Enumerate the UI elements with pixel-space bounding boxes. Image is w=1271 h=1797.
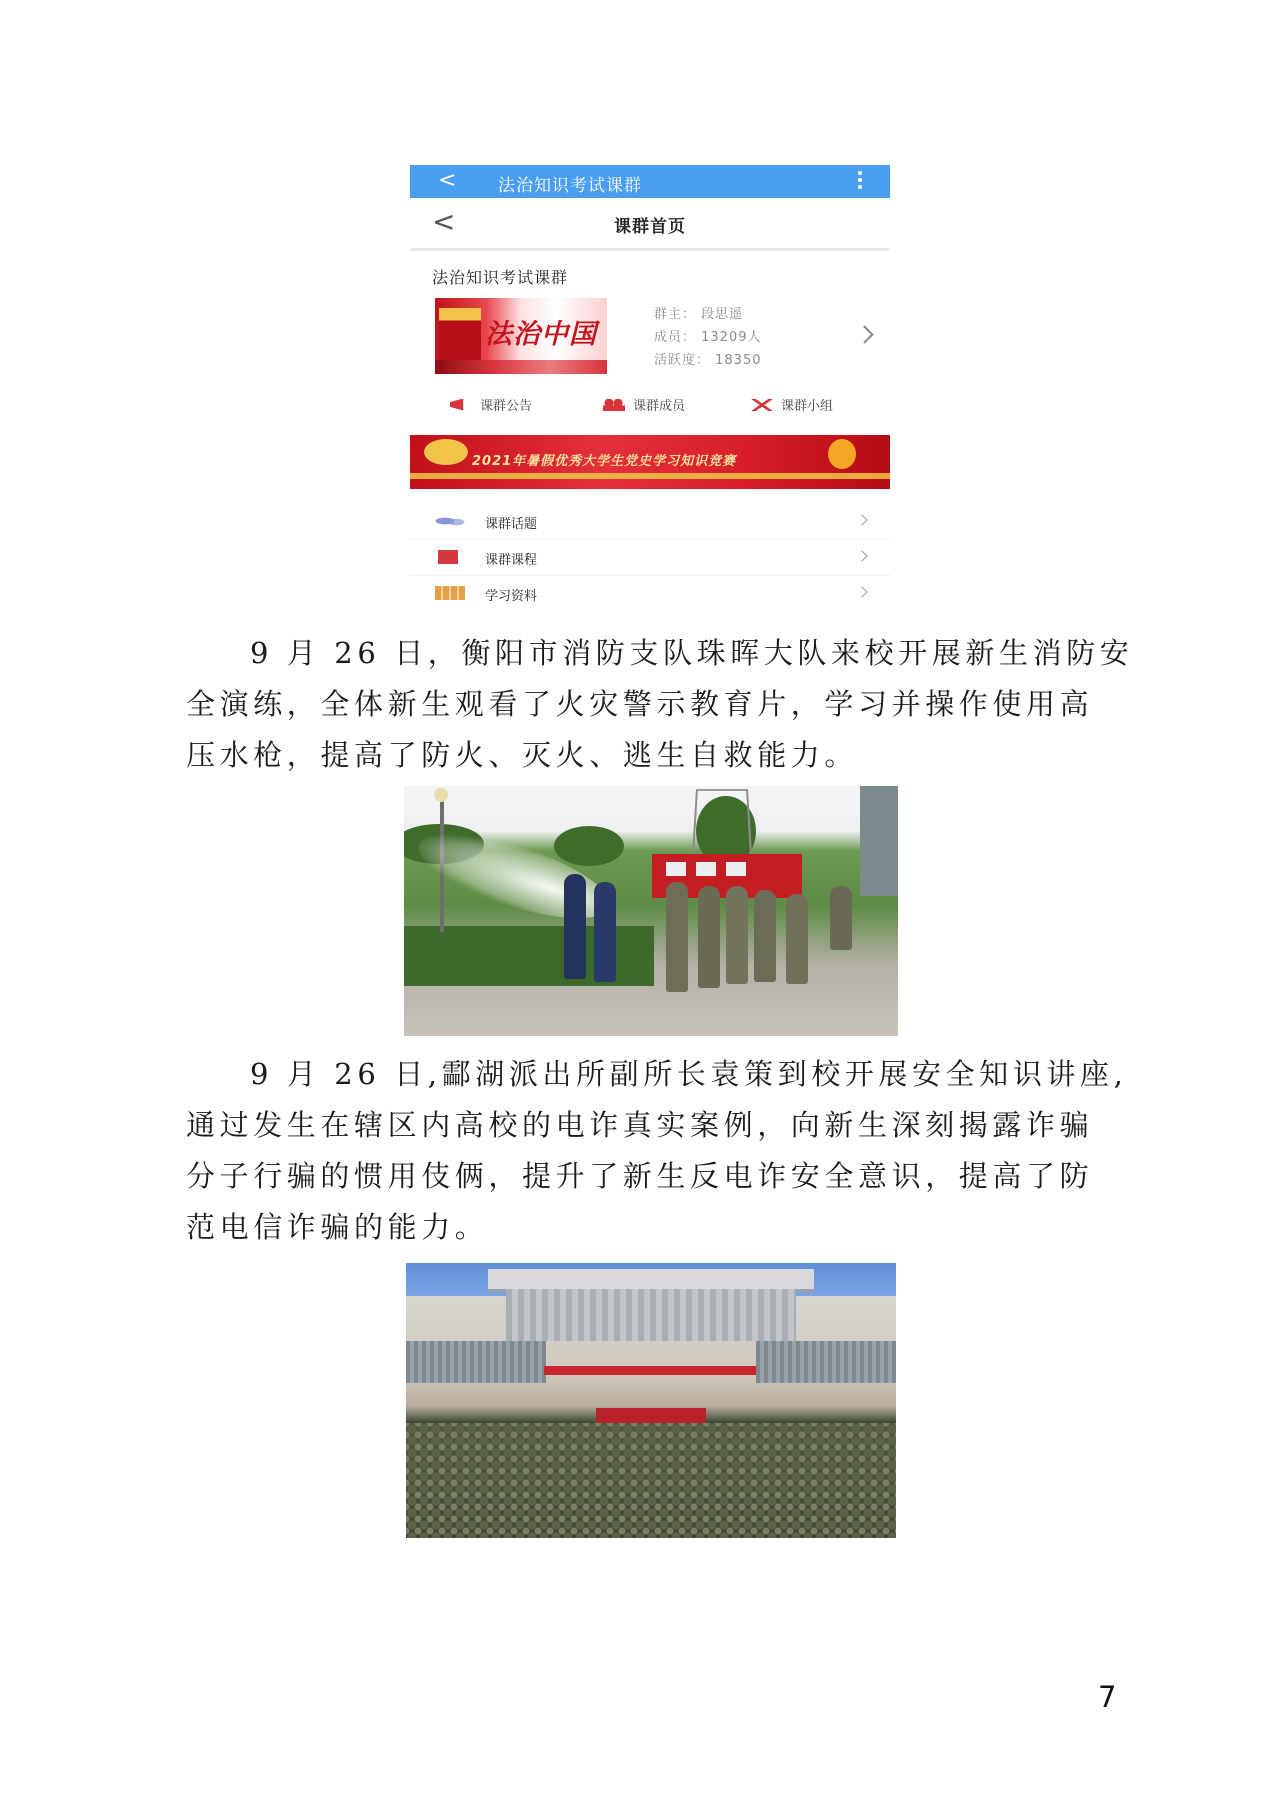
chevron-right-icon (856, 514, 867, 525)
menu-item-label: 学习资料 (485, 589, 538, 604)
page-number: 7 (1098, 1680, 1117, 1714)
cityscape-graphic (435, 360, 607, 374)
chevron-right-icon[interactable] (855, 325, 873, 343)
nav-back-icon[interactable]: < (432, 205, 456, 238)
group-icon (751, 399, 773, 411)
paragraph-line: 范电信诈骗的能力。 (186, 1210, 489, 1244)
hedge-shape (404, 926, 654, 986)
building-shape (860, 786, 898, 896)
app-screenshot (410, 165, 890, 610)
stadium-canopy (506, 1289, 796, 1341)
paragraph-line: 9 月 26 日,酃湖派出所副所长袁策到校开展安全知识讲座, (250, 1057, 1128, 1091)
top-back-icon[interactable]: < (438, 168, 457, 193)
student-figure (726, 886, 748, 984)
app-nav-bar (410, 198, 890, 251)
menu-item-topics[interactable] (410, 503, 890, 540)
group-cover-banner[interactable] (435, 298, 607, 374)
tiananmen-graphic (439, 308, 481, 364)
menu-item-courses[interactable] (410, 539, 890, 576)
menu-item-materials[interactable] (410, 575, 890, 610)
paragraph-line: 全演练，全体新生观看了火灾警示教育片，学习并操作使用高 (186, 687, 1094, 721)
shortcut-label: 课群小组 (781, 399, 834, 414)
lamp-globe (434, 788, 448, 802)
materials-icon (435, 586, 465, 600)
chevron-right-icon (856, 586, 867, 597)
stadium-roof (488, 1269, 814, 1289)
student-figure (830, 886, 852, 950)
nav-title: 课群首页 (614, 217, 686, 237)
anniversary-logo (424, 439, 468, 465)
student-figure (698, 886, 720, 988)
ferris-wheel-shape (692, 789, 753, 860)
shortcut-announcement[interactable] (450, 395, 532, 414)
contest-banner-text: 2021年暑假优秀大学生党史学习知识竞赛 (472, 454, 737, 469)
tiger-mascot-graphic (828, 439, 856, 469)
group-owner: 群主： 段思遥 (654, 307, 744, 322)
stadium-stand-left (406, 1341, 546, 1383)
firefighter-figure (594, 882, 616, 982)
paragraph-line: 通过发生在辖区内高校的电诈真实案例，向新生深刻揭露诈骗 (186, 1108, 1094, 1142)
red-banner (544, 1366, 756, 1375)
more-options-icon[interactable] (858, 171, 862, 192)
student-figure (666, 882, 688, 992)
stadium-assembly-photo (406, 1263, 896, 1538)
banner-stripe (410, 473, 890, 479)
megaphone-icon (450, 399, 472, 411)
cover-banner-text: 法治中国 (485, 319, 597, 350)
firefighter-figure (564, 874, 586, 979)
course-book-icon (438, 550, 458, 564)
paragraph-line: 9 月 26 日，衡阳市消防支队珠晖大队来校开展新生消防安 (250, 636, 1134, 670)
group-members-count: 成员： 13209人 (654, 330, 762, 345)
group-name: 法治知识考试课群 (432, 268, 569, 287)
chat-bubbles-icon (435, 514, 465, 528)
paragraph-line: 分子行骗的惯用伎俩，提升了新生反电诈安全意识，提高了防 (186, 1159, 1094, 1193)
members-icon (603, 399, 625, 411)
student-figure (786, 894, 808, 984)
menu-item-label: 课群课程 (485, 553, 538, 568)
paragraph-line: 压水枪，提高了防火、灭火、逃生自救能力。 (186, 738, 859, 772)
menu-item-label: 课群话题 (485, 517, 538, 532)
tree-shape (554, 826, 624, 866)
fire-drill-photo (404, 786, 898, 1036)
contest-banner[interactable] (410, 435, 890, 489)
chevron-right-icon (856, 550, 867, 561)
paragraph-fire-drill (186, 628, 1134, 781)
student-figure (754, 890, 776, 982)
stadium-stand-right (756, 1341, 896, 1383)
shortcut-label: 课群成员 (633, 399, 686, 414)
shortcut-subgroups[interactable] (751, 395, 833, 414)
shortcut-members[interactable] (603, 395, 685, 414)
app-top-bar (410, 165, 890, 198)
top-bar-title: 法治知识考试课群 (498, 176, 642, 196)
student-crowd (406, 1423, 896, 1538)
paragraph-anti-fraud-lecture (186, 1049, 1128, 1253)
group-activity: 活跃度： 18350 (654, 353, 762, 368)
shortcut-label: 课群公告 (480, 399, 533, 414)
